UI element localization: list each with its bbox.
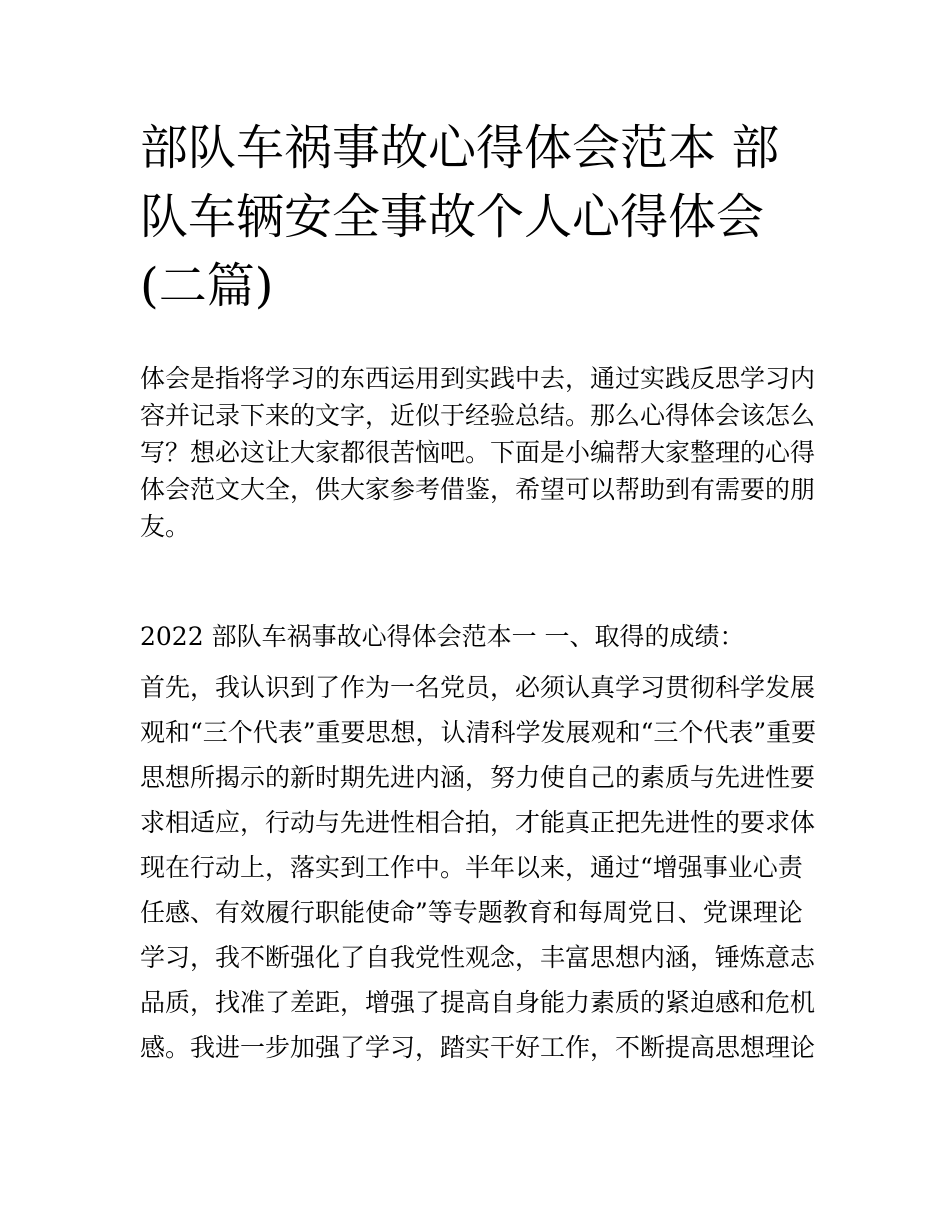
text-line: 思想所揭示的新时期先进内涵，努力使自己的素质与先进性要 — [140, 763, 816, 792]
text-line: 体会范文大全，供大家参考借鉴，希望可以帮助到有需要的朋 — [140, 475, 816, 504]
title-line: 队车辆安全事故个人心得体会 — [140, 189, 765, 245]
text-line: 感。我进一步加强了学习，踏实干好工作，不断提高思想理论 — [140, 1033, 816, 1062]
text-line: 友。 — [140, 512, 191, 541]
text-line: 求相适应，行动与先进性相合拍，才能真正把先进性的要求体 — [140, 808, 816, 837]
text-line: 观和“三个代表”重要思想，认清科学发展观和“三个代表”重要 — [140, 718, 817, 747]
section-heading: 2022 部队车祸事故心得体会范本一 一、取得的成绩： — [140, 622, 745, 651]
text-line: 写？想必这让大家都很苦恼吧。下面是小编帮大家整理的心得 — [140, 438, 816, 467]
text-line: 容并记录下来的文字，近似于经验总结。那么心得体会该怎么 — [140, 401, 816, 430]
document-title — [140, 114, 820, 321]
text-line: 学习，我不断强化了自我党性观念，丰富思想内涵，锤炼意志 — [140, 943, 816, 972]
text-line: 首先，我认识到了作为一名党员，必须认真学习贯彻科学发展 — [140, 673, 816, 702]
text-line: 现在行动上，落实到工作中。半年以来，通过“增强事业心责 — [140, 853, 803, 882]
text-line: 品质，找准了差距，增强了提高自身能力素质的紧迫感和危机 — [140, 988, 816, 1017]
text-line: 体会是指将学习的东西运用到实践中去，通过实践反思学习内 — [140, 364, 816, 393]
title-line: 部队车祸事故心得体会范本 部 — [140, 120, 780, 176]
title-line: (二篇) — [140, 258, 274, 314]
main-paragraph — [140, 665, 820, 1070]
text-line: 任感、有效履行职能使命”等专题教育和每周党日、党课理论 — [140, 898, 803, 927]
intro-paragraph — [140, 360, 820, 545]
